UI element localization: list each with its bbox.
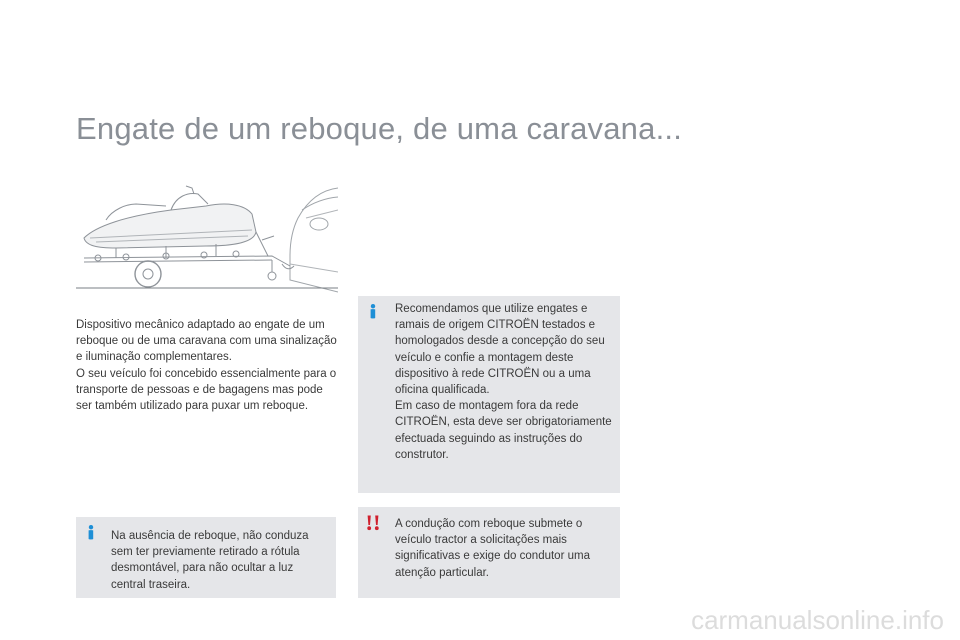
info-icon <box>82 524 100 542</box>
note-text: A condução com reboque submete o veículo tractor a solicitações mais significativas e exige do condutor uma atenção particular. <box>395 518 590 579</box>
page-title: Engate de um reboque, de uma caravana... <box>76 110 683 146</box>
note-text: Em caso de montagem fora da rede CITROËN, esta deve ser obrigatoriamente efectuada seguindo as instruções do construtor. <box>395 400 612 461</box>
towing-warning-note <box>358 507 620 598</box>
intro-paragraph: O seu veículo foi concebido essencialmente para o transporte de pessoas e de bagagens mas pode ser também utilizado para puxar um reboque. <box>76 367 337 413</box>
trailer-removal-note <box>76 517 336 598</box>
note-text: Na ausência de reboque, não conduza sem ter previamente retirado a rótula desmontável, para não ocultar a luz central traseira. <box>111 530 309 591</box>
trailer-illustration <box>76 180 338 298</box>
info-icon <box>364 303 382 321</box>
intro-text <box>76 317 338 414</box>
note-text: Recomendamos que utilize engates e ramais de origem CITROËN testados e homologados desde a concepção do seu veículo e confie a montagem deste dispositivo à rede CITROËN ou a uma oficina qualificada. <box>395 303 605 397</box>
intro-paragraph: Dispositivo mecânico adaptado ao engate de um reboque ou de uma caravana com uma sinalização e iluminação complementares. <box>76 319 337 364</box>
warning-icon <box>364 514 382 532</box>
recommendation-note <box>358 296 620 493</box>
watermark: carmanualsonline.info <box>691 605 944 635</box>
